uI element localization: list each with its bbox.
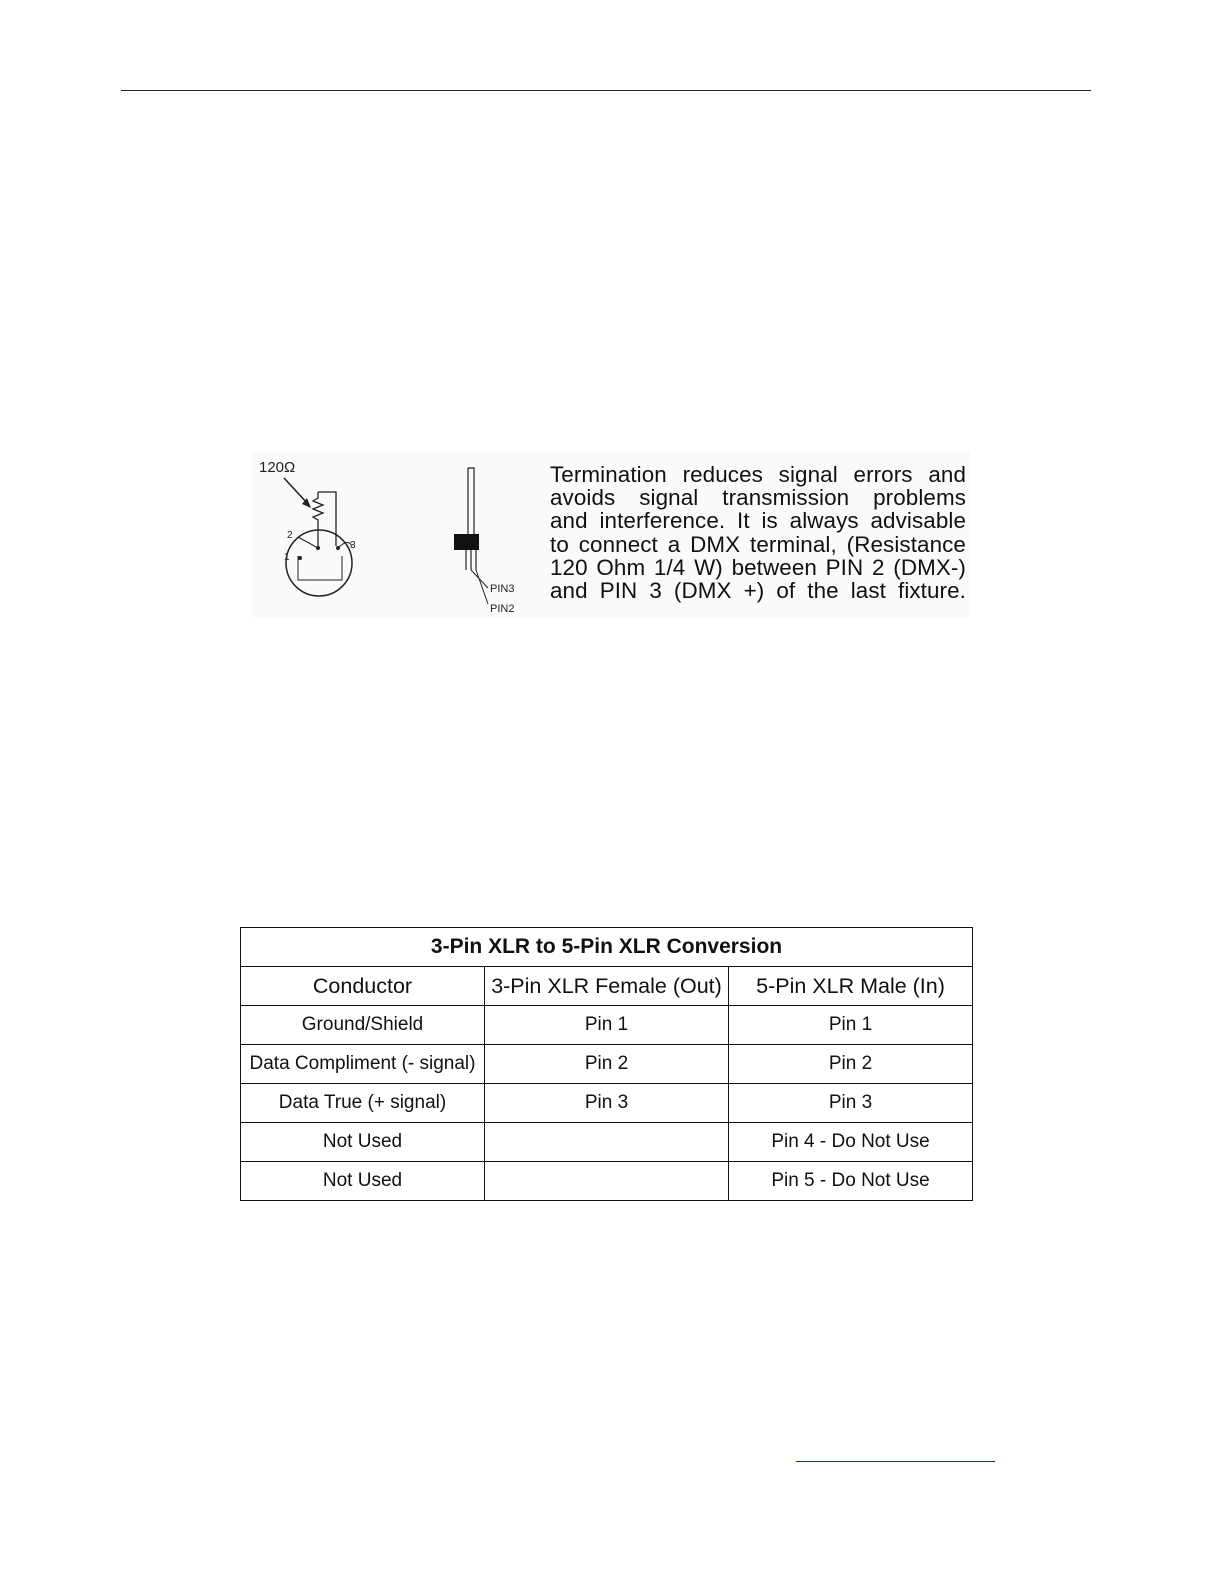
table-cell: Data True (+ signal) xyxy=(241,1084,485,1123)
table-title: 3-Pin XLR to 5-Pin XLR Conversion xyxy=(241,928,973,967)
xlr-conversion-table xyxy=(240,927,973,1201)
termination-line: and PIN 3 (DMX +) of the last fixture. xyxy=(550,578,966,604)
column-header: 3-Pin XLR Female (Out) xyxy=(485,967,729,1006)
table-cell: Ground/Shield xyxy=(241,1006,485,1045)
table-row xyxy=(241,1045,973,1084)
table-cell: Pin 2 xyxy=(485,1045,729,1084)
table-row xyxy=(241,1162,973,1201)
table-cell: Pin 1 xyxy=(729,1006,973,1045)
xlr-inner-arc xyxy=(298,556,342,580)
table-cell xyxy=(485,1123,729,1162)
column-header: 5-Pin XLR Male (In) xyxy=(729,967,973,1006)
table-cell: Pin 4 - Do Not Use xyxy=(729,1123,973,1162)
table-row xyxy=(241,1084,973,1123)
plug-leads xyxy=(471,570,488,604)
table-cell: Pin 2 xyxy=(729,1045,973,1084)
termination-line: and interference. It is always advisable xyxy=(550,508,966,534)
termination-line: 120 Ohm 1/4 W) between PIN 2 (DMX-) xyxy=(550,554,966,580)
resistor-label: 120Ω xyxy=(259,459,296,476)
termination-figure xyxy=(252,452,970,618)
table-cell xyxy=(485,1162,729,1201)
pin1-dot xyxy=(298,556,302,560)
table-cell: Pin 3 xyxy=(729,1084,973,1123)
footer-link-underline[interactable] xyxy=(796,1461,995,1462)
table-row xyxy=(241,1123,973,1162)
table-cell: Pin 5 - Do Not Use xyxy=(729,1162,973,1201)
table-cell: Not Used xyxy=(241,1123,485,1162)
table-cell: Data Compliment (- signal) xyxy=(241,1045,485,1084)
arrow-icon xyxy=(284,478,308,504)
table-cell: Pin 3 xyxy=(485,1084,729,1123)
termination-line: to connect a DMX terminal, (Resistance xyxy=(550,531,966,557)
pin3-label: PIN3 xyxy=(490,583,515,595)
termination-line: Termination reduces signal errors and xyxy=(550,462,966,487)
table-cell: Not Used xyxy=(241,1162,485,1201)
xlr-termination-diagram xyxy=(252,452,542,618)
resistor-lead xyxy=(318,492,336,546)
termination-line: avoids signal transmission problems xyxy=(550,485,966,511)
table-header-row xyxy=(241,967,973,1006)
column-header: Conductor xyxy=(241,967,485,1006)
header-rule xyxy=(121,90,1091,91)
pin2-label: PIN2 xyxy=(490,603,515,615)
plug-band-icon xyxy=(454,534,479,550)
pin-number-1: 1 xyxy=(284,552,290,563)
pin2-lead xyxy=(298,537,318,548)
table-cell: Pin 1 xyxy=(485,1006,729,1045)
pin-number-3: 3 xyxy=(350,540,356,551)
pin-number-2: 2 xyxy=(287,530,293,541)
termination-description xyxy=(550,463,966,602)
table-row xyxy=(241,1006,973,1045)
resistor-icon xyxy=(313,492,323,546)
